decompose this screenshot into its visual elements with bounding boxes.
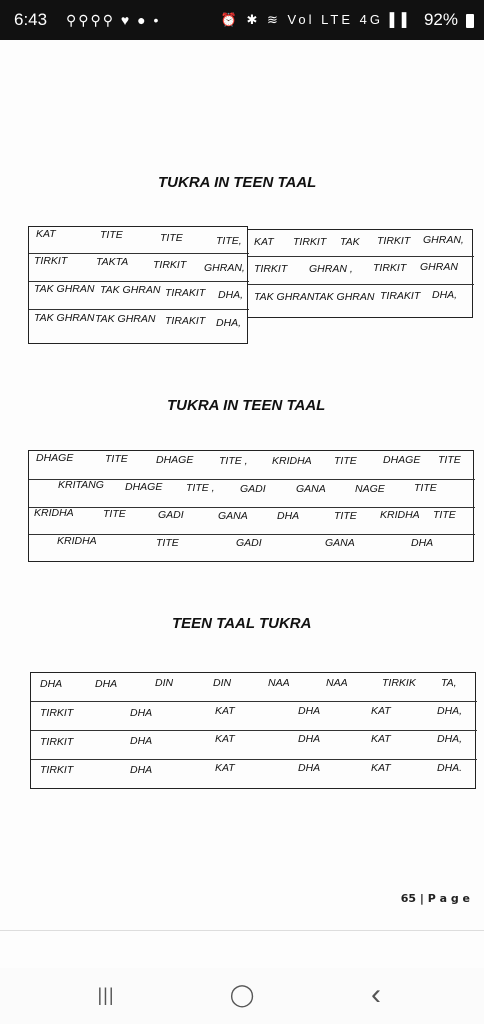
cell: KRIDHA — [57, 535, 97, 547]
cell: GANA — [296, 483, 326, 495]
cell: TITE — [334, 510, 357, 522]
cell: TAK GHRAN — [100, 284, 161, 296]
cell: KRIDHA — [272, 455, 312, 467]
cell: TIRKIT — [34, 255, 68, 267]
cell: TAK GHRAN — [95, 313, 156, 325]
cell: KRIDHA — [380, 509, 420, 521]
cell: DIN — [155, 677, 174, 689]
document-page[interactable] — [0, 40, 484, 968]
cell: TIRKIT — [153, 259, 187, 271]
cell: DHAGE — [383, 454, 421, 466]
cell: GANA — [325, 537, 355, 549]
cell: KAT — [215, 705, 235, 717]
back-icon: ‹ — [371, 978, 381, 1011]
cell: GADI — [158, 509, 184, 521]
cell: KAT — [371, 762, 391, 774]
cell: NAA — [268, 677, 290, 689]
battery-level: 92% — [423, 10, 458, 29]
cell: KAT — [215, 762, 235, 774]
cell: TITE — [438, 454, 461, 466]
cell: TIRAKIT — [165, 315, 206, 327]
cell: TITE — [103, 508, 126, 520]
cell: TITE — [433, 509, 456, 521]
cell: DHA, — [437, 705, 463, 717]
cell: TIRKIT — [40, 707, 74, 719]
cell: DHA. — [437, 762, 463, 774]
section1-title: TUKRA IN TEEN TAAL — [158, 174, 317, 191]
cell: DHA — [411, 537, 434, 549]
cell: TITE , — [186, 482, 215, 494]
cell: TITE — [100, 229, 123, 241]
navigation-bar — [0, 968, 484, 1024]
battery-icon — [466, 14, 474, 28]
cell: KRITANG — [58, 479, 104, 491]
cell: TITE — [334, 455, 357, 467]
cell: KRIDHA — [34, 507, 74, 519]
cell: DHAGE — [125, 481, 163, 493]
cell: GADI — [236, 537, 262, 549]
cell: GADI — [240, 483, 266, 495]
page-number: 65 | P a g e — [400, 892, 470, 905]
cell: TA, — [441, 677, 457, 689]
home-icon: ◯ — [229, 982, 255, 1007]
home-button[interactable] — [222, 980, 262, 1010]
cell: TIRKIK — [382, 677, 416, 689]
cell: TAK — [340, 236, 360, 248]
cell: TIRKIT — [293, 236, 327, 248]
cell: DHA — [40, 678, 63, 690]
cell: TIRKIT — [377, 235, 411, 247]
cell: NAGE — [355, 483, 385, 495]
cell: GHRAN, — [423, 234, 464, 246]
notification-icons: ⚲⚲⚲⚲ ♥ ● • — [66, 12, 161, 28]
cell: DHA, — [432, 289, 458, 301]
cell: DHA — [130, 735, 153, 747]
section2-title: TUKRA IN TEEN TAAL — [167, 397, 326, 414]
cell: KAT — [254, 236, 274, 248]
cell: TIRKIT — [254, 263, 288, 275]
cell: TITE — [414, 482, 437, 494]
cell: DIN — [213, 677, 232, 689]
cell: TAK GHRAN — [34, 312, 95, 324]
cell: TAK GHRAN — [254, 291, 315, 303]
cell: TITE — [105, 453, 128, 465]
cell: TITE , — [219, 455, 248, 467]
cell: GHRAN — [420, 261, 458, 273]
section3-title: TEEN TAAL TUKRA — [172, 615, 312, 632]
cell: DHA — [298, 733, 321, 745]
cell: DHAGE — [36, 452, 74, 464]
cell: DHA — [130, 707, 153, 719]
cell: DHA, — [437, 733, 463, 745]
system-status-icons: ⏰ ✱ ≋ Vol LTE 4G ▌▌ — [220, 12, 414, 27]
cell: GHRAN , — [309, 263, 353, 275]
footer-divider — [0, 930, 484, 931]
cell: DHA — [95, 678, 118, 690]
cell: TITE, — [216, 235, 242, 247]
back-button[interactable] — [356, 980, 396, 1010]
cell: DHAGE — [156, 454, 194, 466]
status-time: 6:43 — [14, 10, 48, 29]
cell: DHA, — [218, 289, 244, 301]
cell: TIRAKIT — [165, 287, 206, 299]
cell: DHA — [277, 510, 300, 522]
recent-apps-icon: ||| — [97, 984, 115, 1005]
cell: DHA — [298, 762, 321, 774]
cell: TITE — [156, 537, 179, 549]
recent-apps-button[interactable] — [86, 980, 126, 1010]
cell: NAA — [326, 677, 348, 689]
cell: TIRKIT — [373, 262, 407, 274]
cell: DHA — [130, 764, 153, 776]
cell: KAT — [215, 733, 235, 745]
status-bar — [0, 0, 484, 40]
cell: TAK GHRAN — [34, 283, 95, 295]
cell: KAT — [36, 228, 56, 240]
cell: TIRKIT — [40, 736, 74, 748]
cell: TAKTA — [96, 256, 129, 268]
cell: GANA — [218, 510, 248, 522]
cell: DHA — [298, 705, 321, 717]
cell: GHRAN, — [204, 262, 245, 274]
cell: TIRAKIT — [380, 290, 421, 302]
cell: DHA, — [216, 317, 242, 329]
cell: KAT — [371, 705, 391, 717]
cell: KAT — [371, 733, 391, 745]
cell: TIRKIT — [40, 764, 74, 776]
cell: TITE — [160, 232, 183, 244]
cell: TAK GHRAN — [314, 291, 375, 303]
